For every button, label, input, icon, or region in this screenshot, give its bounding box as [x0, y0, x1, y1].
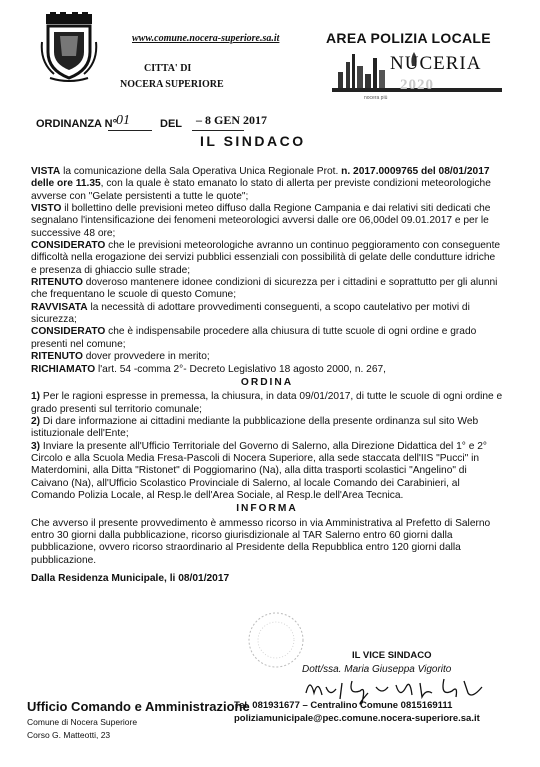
visto-paragraph: VISTO il bollettino delle previsioni meteo diffuso dalla Regione Campania e dai relativi siti dedicati che segnalano l'intensificazione dei fenomeni meteorologici avversi dalle ore 06,00del 09.01.2017 e per le successive 48 ore;	[31, 203, 491, 239]
residenza-line: Dalla Residenza Municipale, li 08/01/2017	[31, 573, 230, 584]
ritenuto-paragraph-1: RITENUTO doveroso mantenere idonee condizioni di sicurezza per i cittadini e soprattutto per gli alunni che frequentano le scuole di questo Comune;	[31, 277, 498, 301]
logo-year: 2020	[400, 77, 434, 93]
number-underline	[108, 130, 152, 131]
ravvisata-paragraph: RAVVISATA la necessità di adottare provvedimenti conseguenti, a scopo cautelativo per motivi di sicurezza;	[31, 301, 470, 326]
pec-email-link[interactable]: poliziamunicipale@pec.comune.nocera-superiore.sa.it	[234, 713, 480, 724]
logo-word: NUCERIA	[390, 53, 482, 74]
order-item-3: 3) Inviare la presente all'Ufficio Territoriale del Governo di Salerno, alla Direzione Didattica del 1° e 2° Circolo e alla Scuola Media Fresa-Pascoli di Nocera Superiore, alla sede staccata dell'IIS "Pucci" in Materdomini, alla Ditta "Ristonet" di Poggiomarino (Na), alla ditta trasporti scolastici "Angelino" di Caivano (Na), all'Ufficio Scolastico Provinciale di Salerno, al locale Comando dei Carabinieri, al Comando Polizia Locale, al Resp.le dell'Area Sociale, al Resp.le dell'Area Tecnica.	[31, 440, 487, 501]
order-item-2: 2) Di dare informazione ai cittadini mediante la pubblicazione della presente ordinanza sul sito Web istituzionale dell'Ente;	[31, 415, 479, 440]
signatory-title: IL VICE SINDACO	[352, 650, 432, 661]
signatory-name: Dott/ssa. Maria Giuseppa Vigorito	[302, 664, 452, 675]
date-underline	[192, 130, 244, 131]
informa-paragraph: Che avverso il presente provvedimento è ammesso ricorso in via Amministrativa al Prefetto di Salerno entro 30 giorni dalla pubblicazione, ricorso giurisdizionale al TAR Salerno entro 60 giorni dalla pubblicazione, ovvero ricorso straordinario al Presidente della Repubblica entro 120 giorni dalla pubblicazione.	[31, 517, 491, 566]
municipal-crest-icon	[40, 12, 98, 82]
office-title: Ufficio Comando e Amministrazione	[27, 699, 250, 714]
ordinanza-label: ORDINANZA N°	[36, 118, 117, 130]
del-label: DEL	[160, 118, 182, 130]
logo-subtitle: nocera più	[364, 95, 388, 101]
city-label: CITTA' DI	[144, 63, 192, 74]
city-name: NOCERA SUPERIORE	[120, 79, 224, 90]
informa-heading: INFORMA	[236, 503, 298, 515]
considerato-paragraph-1: CONSIDERATO che le previsioni meteorologiche avranno un continuo peggioramento con conseguente difficoltà nella erogazione dei servizi pubblici essenziali con possibilità di gelate delle condutture idriche e presenza di ghiaccio sulle strade;	[31, 240, 501, 276]
document-heading: IL SINDACO	[200, 133, 306, 149]
office-municipality: Comune di Nocera Superiore	[27, 717, 138, 727]
area-title: AREA POLIZIA LOCALE	[326, 30, 491, 46]
office-address: Corso G. Matteotti, 23	[27, 730, 111, 740]
ordinanza-number: 01	[116, 113, 130, 128]
ordina-heading: ORDINA	[240, 376, 294, 388]
ordinance-body	[31, 166, 503, 585]
richiamato-paragraph: RICHIAMATO l'art. 54 -comma 2°- Decreto Legislativo 18 agosto 2000, n. 267,	[31, 363, 387, 375]
order-item-1: 1) Per le ragioni espresse in premessa, la chiusura, in data 09/01/2017, di tutte le scuole di ogni ordine e grado presenti sul territorio comunale;	[31, 391, 503, 415]
ordinanza-date: – 8 GEN 2017	[196, 113, 268, 127]
official-stamp	[246, 610, 306, 670]
website-link[interactable]: www.comune.nocera-superiore.sa.it	[132, 33, 280, 44]
telephone-contact: Tel. 081931677 – Centralino Comune 0815169111	[234, 700, 453, 711]
vista-paragraph: VISTA la comunicazione della Sala Operativa Unica Regionale Prot. n. 2017.0009765 del 08/01/2017 delle ore 11.35, con la quale è stato emanato lo stato di allerta per previste condizioni meteorologiche avverse con "Gelate persistenti a tutte le quote";	[31, 166, 491, 202]
ritenuto-paragraph-2: RITENUTO dover provvedere in merito;	[31, 351, 210, 363]
considerato-paragraph-2: CONSIDERATO che è indispensabile procedere alla chiusura di tutte scuole di ogni ordine e grado presenti nel comune;	[31, 326, 477, 350]
